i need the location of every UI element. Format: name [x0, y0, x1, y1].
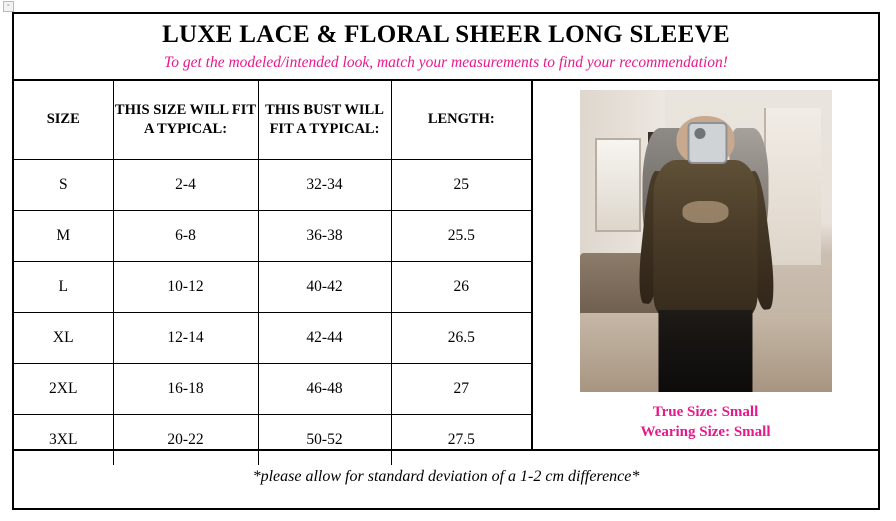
photo-pane	[533, 81, 878, 449]
body-area	[14, 81, 878, 449]
garment-sheer-panel	[682, 201, 728, 223]
cell-size: 2XL	[14, 363, 113, 414]
column-header-bust: THIS BUST WILL FIT A TYPICAL:	[258, 81, 391, 160]
cell-bust: 40-42	[258, 261, 391, 312]
cell-length: 27.5	[391, 414, 531, 465]
wearing-size-label: Wearing Size: Small	[640, 423, 771, 440]
cell-fit: 20-22	[113, 414, 258, 465]
cell-size: 3XL	[14, 414, 113, 465]
photo-doorway	[764, 108, 821, 265]
cell-length: 25.5	[391, 210, 531, 261]
table-header-row	[14, 81, 531, 160]
cell-fit: 2-4	[113, 159, 258, 210]
size-chart-sheet	[12, 12, 880, 510]
footer-note: *please allow for standard deviation of a 1-2 cm difference*	[14, 449, 878, 503]
table-row	[14, 261, 531, 312]
cell-size: L	[14, 261, 113, 312]
model-top-garment	[653, 160, 758, 319]
model-phone	[687, 122, 728, 164]
cell-bust: 50-52	[258, 414, 391, 465]
cell-fit: 10-12	[113, 261, 258, 312]
model-skirt	[658, 310, 752, 391]
cell-size: S	[14, 159, 113, 210]
table-row	[14, 210, 531, 261]
cell-size: M	[14, 210, 113, 261]
cell-bust: 42-44	[258, 312, 391, 363]
cell-bust: 32-34	[258, 159, 391, 210]
table-row	[14, 312, 531, 363]
column-header-size: SIZE	[14, 81, 113, 160]
photo-caption	[641, 402, 771, 443]
table-row	[14, 363, 531, 414]
photo-window	[595, 138, 642, 233]
cell-fit: 12-14	[113, 312, 258, 363]
table-row	[14, 159, 531, 210]
column-header-fit: THIS SIZE WILL FIT A TYPICAL:	[113, 81, 258, 160]
header-block	[14, 14, 878, 81]
cell-length: 26.5	[391, 312, 531, 363]
cell-length: 26	[391, 261, 531, 312]
size-table	[14, 81, 531, 465]
size-table-container	[14, 81, 533, 449]
cell-bust: 46-48	[258, 363, 391, 414]
cell-length: 27	[391, 363, 531, 414]
window-corner-box[interactable]: ▫	[3, 1, 14, 12]
cell-bust: 36-38	[258, 210, 391, 261]
cell-fit: 16-18	[113, 363, 258, 414]
page-subtitle: To get the modeled/intended look, match your measurements to find your recommendation!	[164, 53, 728, 71]
cell-size: XL	[14, 312, 113, 363]
cell-fit: 6-8	[113, 210, 258, 261]
true-size-label: True Size: Small	[652, 403, 759, 420]
photo-model	[640, 102, 771, 392]
page-title: LUXE LACE & FLORAL SHEER LONG SLEEVE	[162, 21, 730, 48]
column-header-length: LENGTH:	[391, 81, 531, 160]
window-top-strip	[0, 0, 896, 11]
model-photo	[580, 90, 832, 392]
cell-length: 25	[391, 159, 531, 210]
